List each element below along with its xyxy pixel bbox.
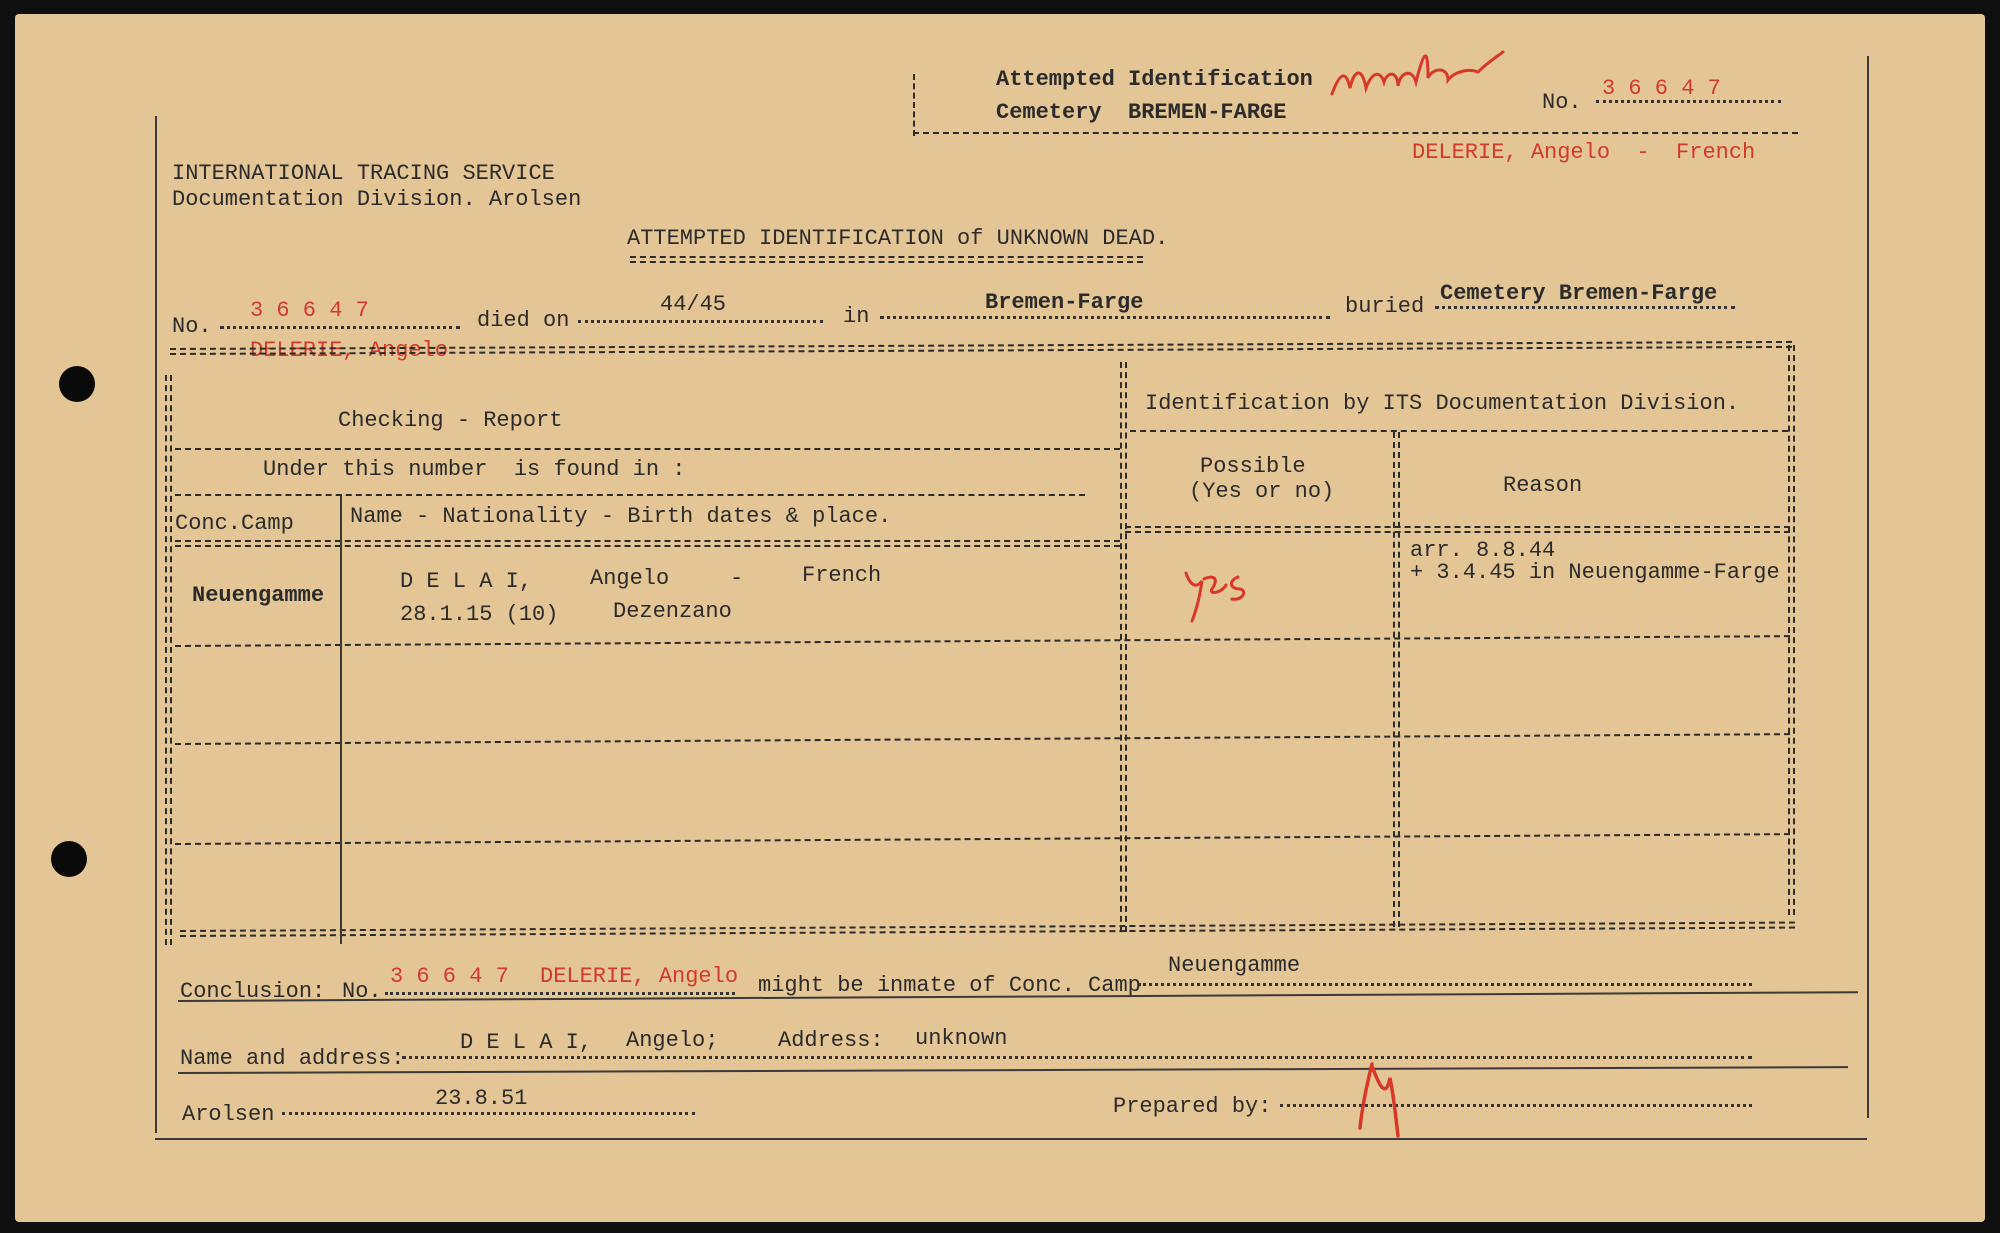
conclusion-no-value: 3 6 6 4 7 (390, 964, 509, 989)
table-divider-camp (340, 494, 342, 944)
record-died-dots (578, 320, 823, 323)
header-no-label: No. (1542, 90, 1582, 115)
row1-camp: Neuengamme (192, 583, 325, 608)
name-address-dots (402, 1056, 1752, 1059)
card-right-rule (1867, 56, 1869, 1118)
header-box-left-rule (913, 74, 915, 136)
name-address-address-label: Address: (778, 1028, 884, 1053)
header-box-bottom-rule (913, 132, 1798, 134)
punch-hole-top (59, 366, 95, 402)
row1-dash: - (730, 566, 744, 591)
footer-date-dots (282, 1112, 695, 1115)
name-address-firstname: Angelo; (626, 1028, 719, 1053)
record-in-dots (880, 316, 1330, 319)
row-rule-under-identification (1130, 430, 1788, 432)
footer-prepared-dots (1280, 1104, 1752, 1107)
record-buried-value: Cemetery Bremen-Farge (1440, 281, 1718, 306)
row1-nationality: French (802, 563, 882, 588)
possible-heading-1: Possible (1200, 454, 1306, 479)
row1-firstname: Angelo (590, 566, 670, 591)
handwritten-made (1328, 42, 1538, 107)
record-in-label: in (843, 304, 870, 329)
record-no-label: No. (172, 314, 212, 339)
table-left-rule (165, 375, 172, 945)
row-rule-under-number (175, 494, 1085, 496)
conclusion-label: Conclusion: (180, 979, 326, 1004)
name-address-address-value: unknown (915, 1026, 1008, 1051)
record-buried-label: buried (1345, 294, 1425, 319)
record-in-value: Bremen-Farge (985, 290, 1144, 315)
org-line1: INTERNATIONAL TRACING SERVICE (172, 161, 555, 186)
record-buried-dots (1435, 306, 1735, 309)
row1-birth: 28.1.15 (10) (400, 602, 559, 627)
row1-possible-text (1182, 555, 1222, 577)
record-died-label: died on (477, 308, 570, 333)
under-number-heading: Under this number is found in : (263, 457, 686, 482)
title-underline (630, 256, 1143, 263)
row1-reason-line1: arr. 8.8.44 (1410, 538, 1556, 563)
card-left-rule (155, 116, 157, 1133)
conclusion-name-value: DELERIE, Angelo (540, 964, 739, 989)
record-died-value: 44/45 (660, 292, 727, 317)
row-rule-header-right (1125, 526, 1790, 533)
name-address-surname: D E L A I, (460, 1030, 593, 1055)
conclusion-no-label: No. (342, 979, 382, 1004)
table-divider-reason (1393, 432, 1400, 927)
footer-date: 23.8.51 (435, 1086, 528, 1111)
footer-prepared-label: Prepared by: (1113, 1094, 1272, 1119)
possible-heading-2: (Yes or no) (1189, 479, 1335, 504)
row-rule-under-checking (175, 448, 1120, 450)
record-name-stamp: DELERIE, Angelo (250, 338, 449, 363)
card-bottom-rule (155, 1138, 1867, 1140)
reason-heading: Reason (1503, 473, 1583, 498)
row1-surname: D E L A I, (400, 569, 533, 594)
row-rule-header (175, 540, 1120, 547)
record-no-value: 3 6 6 4 7 (250, 298, 369, 323)
identification-heading: Identification by ITS Documentation Division. (1145, 391, 1740, 416)
col-name-heading: Name - Nationality - Birth dates & place. (350, 504, 892, 529)
header-line1: Attempted Identification (996, 67, 1313, 92)
table-right-rule (1788, 345, 1795, 915)
header-no-value: 3 6 6 4 7 (1602, 76, 1721, 101)
table-divider-main (1120, 362, 1127, 932)
header-stamp-name: DELERIE, Angelo - French (1412, 140, 1756, 165)
conclusion-camp-value: Neuengamme (1168, 953, 1301, 978)
header-no-dots (1596, 100, 1781, 103)
checking-report-heading: Checking - Report (338, 408, 563, 433)
org-line2: Documentation Division. Arolsen (172, 187, 582, 212)
conclusion-might-be: might be inmate of Conc. Camp (758, 973, 1141, 998)
name-address-label: Name and address: (180, 1046, 405, 1071)
conclusion-camp-dots (1138, 983, 1752, 986)
conclusion-no-dots (385, 992, 735, 995)
punch-hole-bottom (51, 841, 87, 877)
row1-reason-line2: + 3.4.45 in Neuengamme-Farge (1410, 560, 1780, 585)
record-no-dots (220, 326, 460, 329)
footer-place: Arolsen (182, 1102, 275, 1127)
page-title: ATTEMPTED IDENTIFICATION of UNKNOWN DEAD. (627, 226, 1169, 251)
col-camp-heading: Conc.Camp (175, 511, 294, 536)
signature-text (1352, 1080, 1365, 1102)
header-line2: Cemetery BREMEN-FARGE (996, 100, 1287, 125)
row1-place: Dezenzano (613, 599, 732, 624)
